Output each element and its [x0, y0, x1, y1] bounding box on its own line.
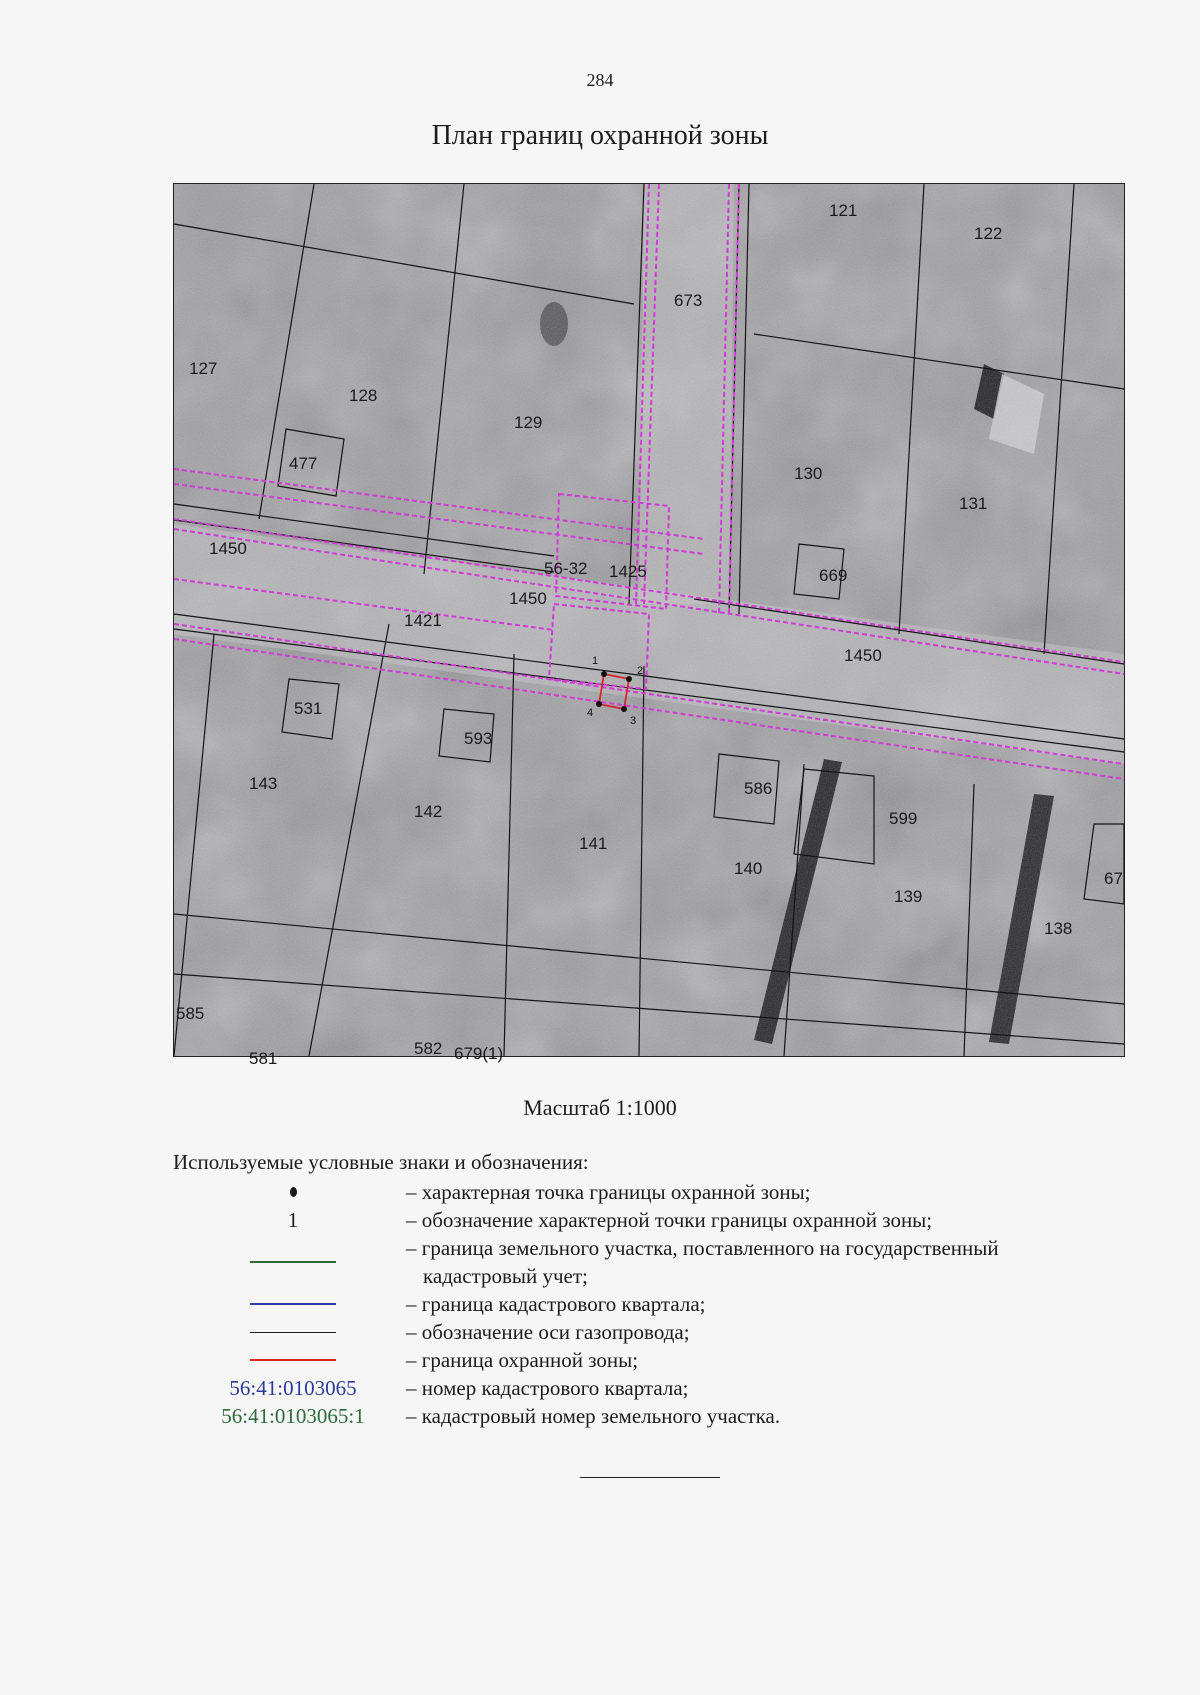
- blue-line-icon: [250, 1303, 336, 1305]
- point-dot-icon: [290, 1187, 297, 1197]
- legend-text: – кадастровый номер земельного участка.: [406, 1404, 781, 1428]
- footer-rule: [580, 1477, 720, 1478]
- parcel-label: 129: [514, 413, 543, 432]
- parcel-label: 128: [349, 386, 378, 405]
- page-title: План границ охранной зоны: [431, 120, 769, 151]
- cadastral-map[interactable]: [173, 183, 1125, 1068]
- parcel-label: 585: [176, 1004, 205, 1023]
- parcel-label: 531: [294, 699, 323, 718]
- parcel-label: 67: [1104, 869, 1123, 888]
- parcel-label: 679(1): [454, 1044, 504, 1063]
- point-label: 4: [587, 707, 594, 719]
- point-marker: [601, 671, 607, 677]
- parcel-label: 1425: [609, 562, 647, 581]
- parcel-label: 1421: [404, 611, 442, 630]
- parcel-label: 140: [734, 859, 763, 878]
- legend-text: – граница охранной зоны;: [406, 1348, 639, 1372]
- parcel-label: 122: [974, 224, 1003, 243]
- parcel-label: 582: [414, 1039, 443, 1058]
- legend-text-continued: кадастровый учет;: [423, 1264, 588, 1288]
- map-svg: [174, 184, 1124, 1068]
- parcel-label: 1450: [209, 539, 247, 558]
- point-label: 3: [630, 715, 637, 727]
- parcel-label: 593: [464, 729, 493, 748]
- parcel-label: 1450: [509, 589, 547, 608]
- point-label: 2: [637, 665, 644, 677]
- parcel-label: 669: [819, 566, 848, 585]
- legend-text: – обозначение характерной точки границы охранной зоны;: [406, 1208, 933, 1232]
- legend-heading: Используемые условные знаки и обозначения:: [173, 1150, 589, 1174]
- green-line-icon: [250, 1261, 336, 1263]
- legend-text: – характерная точка границы охранной зоны;: [406, 1180, 811, 1204]
- parcel-label: 127: [189, 359, 218, 378]
- point-label: 1: [592, 655, 599, 667]
- parcel-label: 581: [249, 1049, 278, 1068]
- parcel-label: 139: [894, 887, 923, 906]
- parcel-label: 121: [829, 201, 858, 220]
- parcel-label: 138: [1044, 919, 1073, 938]
- legend-text: – номер кадастрового квартала;: [406, 1376, 689, 1400]
- parcel-label: 130: [794, 464, 823, 483]
- legend-symbol-text: 1: [287, 1208, 299, 1232]
- legend-text: – граница земельного участка, поставленного на государственный: [406, 1236, 999, 1260]
- map-scale: Масштаб 1:1000: [523, 1095, 677, 1120]
- grain-overlay: [174, 184, 1124, 1056]
- parcel-label: 131: [959, 494, 988, 513]
- red-line-icon: [250, 1359, 336, 1361]
- parcel-label: 56-32: [544, 559, 588, 578]
- parcel-label: 142: [414, 802, 443, 821]
- parcel-label: 143: [249, 774, 278, 793]
- black-line-icon: [250, 1332, 336, 1333]
- point-marker: [596, 701, 602, 707]
- parcel-label: 586: [744, 779, 773, 798]
- page-number: 284: [586, 70, 614, 90]
- parcel-label: 141: [579, 834, 608, 853]
- parcel-label: 599: [889, 809, 918, 828]
- parcel-number-sample: 56:41:0103065:1: [221, 1404, 365, 1428]
- parcel-label: 1450: [844, 646, 882, 665]
- legend-text: – обозначение оси газопровода;: [406, 1320, 690, 1344]
- legend-text: – граница кадастрового квартала;: [406, 1292, 706, 1316]
- quarter-number-sample: 56:41:0103065: [229, 1376, 357, 1400]
- point-marker: [621, 706, 627, 712]
- parcel-label: 477: [289, 454, 318, 473]
- point-marker: [626, 676, 632, 682]
- parcel-label: 673: [674, 291, 703, 310]
